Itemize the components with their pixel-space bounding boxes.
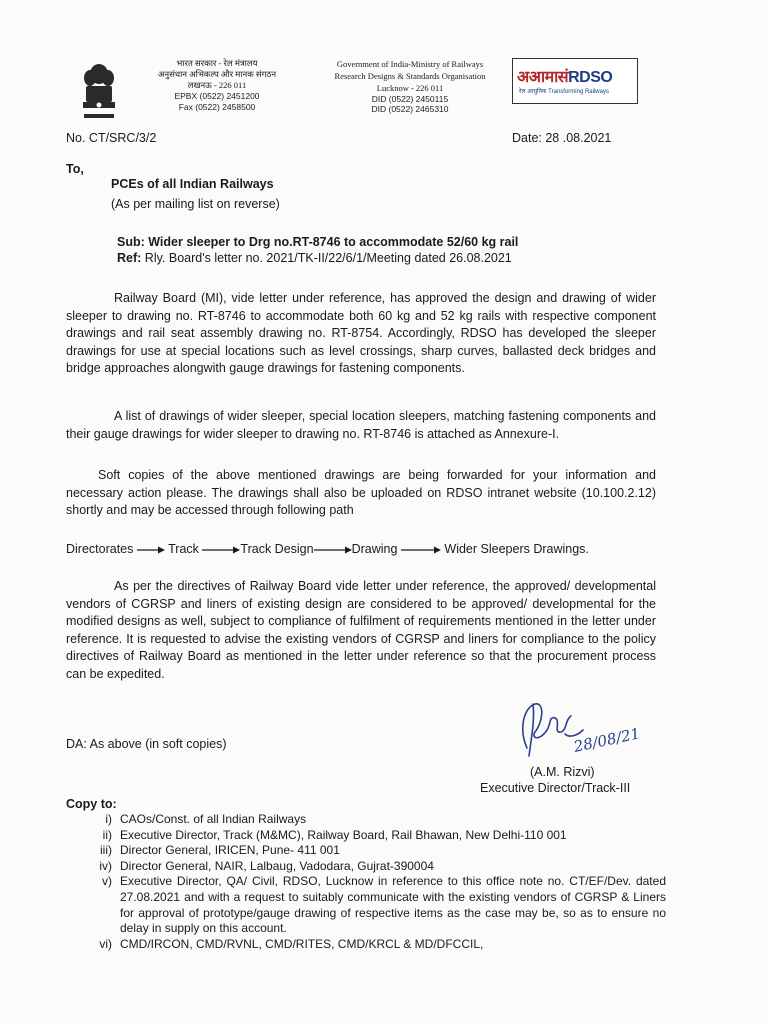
english-line-govt: Government of India-Ministry of Railways (336, 59, 484, 69)
path-step-drawing: Drawing (351, 542, 398, 556)
signature-date: 28/08/21 (572, 724, 642, 756)
did-number-1: DID (0522) 2450115 (371, 94, 449, 104)
rdso-logo (512, 58, 638, 104)
path-step-wider-sleepers: Wider Sleepers Drawings. (444, 542, 589, 556)
logo-wordmark (517, 65, 612, 87)
letterhead-hindi (132, 58, 302, 113)
reference-label: Ref: (117, 251, 142, 265)
list-item (66, 937, 666, 953)
list-number: iii) (100, 843, 112, 858)
arrow-right-icon (314, 545, 352, 555)
reference-text: Rly. Board's letter no. 2021/TK-II/22/6/1/Meeting dated 26.08.2021 (141, 251, 512, 265)
list-text: Executive Director, QA/ Civil, RDSO, Lucknow in reference to this office note no. CT/EF/Dev. dated 27.08.2021 and with a request to suitably communicate with the existing vendors of CGRSP & Liners for approval of prototype/gauge drawing of respective items as the case may be, so as to ensure no delay in supply on this account. (120, 874, 666, 936)
list-number: vi) (99, 936, 112, 951)
list-item (66, 874, 666, 936)
hindi-line-govt: भारत सरकार - रेल मंत्रालय (176, 58, 258, 68)
letterhead-english (310, 58, 510, 114)
list-item (66, 812, 666, 828)
path-step-track-design: Track Design (240, 542, 314, 556)
signatory-name: (A.M. Rizvi) (530, 765, 595, 779)
hindi-line-city: लखनऊ - 226 011 (187, 80, 247, 90)
body-paragraph-3: Soft copies of the above mentioned drawings are being forwarded for your information and necessary action please. The drawings shall also be uploaded on RDSO intranet website (10.100.2.12) shortly and may be accessed through following path (66, 468, 656, 517)
national-emblem-icon (80, 60, 118, 122)
list-text: Director General, NAIR, Lalbaug, Vadodara, Gujrat-390004 (120, 858, 434, 873)
arrow-right-icon (401, 545, 441, 555)
list-number: ii) (102, 827, 112, 842)
list-number: v) (102, 874, 112, 889)
signatory-title: Executive Director/Track-III (480, 781, 631, 795)
addressee-line2: (As per mailing list on reverse) (111, 197, 280, 211)
to-label: To, (66, 162, 84, 176)
logo-hindi: अआमासं (517, 69, 569, 86)
list-item (66, 843, 666, 859)
epbx-number: EPBX (0522) 2451200 (174, 91, 260, 101)
signature-image (505, 690, 655, 765)
english-line-org: Research Designs & Standards Organisation (334, 71, 486, 81)
arrow-right-icon (137, 545, 165, 555)
logo-tagline: रेल आधुनिक Transforming Railways (519, 89, 609, 95)
list-item (66, 828, 666, 844)
subject-line: Sub: Wider sleeper to Drg no.RT-8746 to accommodate 52/60 kg rail (117, 235, 519, 249)
body-paragraph-4: As per the directives of Railway Board vide letter under reference, the approved/ developmental vendors of CGRSP and liners of existing design are considered to be approved/ developmental for the modified designs as well, subject to compliance of fulfilment of requirements mentioned in the letter under reference. It is requested to advise the existing vendors of CGRSP and liners for compliance to the policy directives of Railway Board as mentioned in the letter under reference so that the procurement process can be expedited. (66, 579, 656, 681)
path-step-directorates: Directorates (66, 542, 134, 556)
hindi-line-org: अनुसंधान अभिकल्प और मानक संगठन (157, 69, 277, 79)
list-item (66, 859, 666, 875)
copy-to-list (66, 812, 666, 952)
enclosure-note: DA: As above (in soft copies) (66, 737, 227, 751)
list-number: i) (105, 812, 112, 826)
fax-number: Fax (0522) 2458500 (178, 102, 256, 112)
logo-text: RDSO (568, 69, 613, 86)
list-text: CMD/IRCON, CMD/RVNL, CMD/RITES, CMD/KRCL & MD/DFCCIL, (120, 936, 484, 951)
path-step-track: Track (168, 542, 199, 556)
addressee-line1: PCEs of all Indian Railways (111, 177, 274, 191)
copy-to-heading: Copy to: (66, 797, 117, 811)
body-paragraph-2: A list of drawings of wider sleeper, special location sleepers, matching fastening components and their gauge drawings for wider sleeper to drawing no. RT-8746 is attached as Annexure-I. (66, 409, 656, 441)
letter-date: Date: 28 .08.2021 (512, 131, 612, 145)
reference-number: No. CT/SRC/3/2 (66, 131, 157, 145)
did-number-2: DID (0522) 2465310 (371, 104, 449, 114)
body-paragraph-1: Railway Board (MI), vide letter under reference, has approved the design and drawing of wider sleeper to drawing no. RT-8746 to accommodate both 60 kg and 52 kg rails with respective component drawings and rail seat assembly drawing no. RT-8754. Accordingly, RDSO has developed the sleeper drawings for use at special locations such as level crossings, sharp curves, ballasted deck bridges and bridge approaches alongwith gauge drawings for fastening components. (66, 291, 656, 375)
list-text: CAOs/Const. of all Indian Railways (120, 812, 307, 826)
arrow-right-icon (202, 545, 240, 555)
list-number: iv) (99, 858, 112, 873)
navigation-path (66, 542, 589, 556)
english-line-city: Lucknow - 226 011 (376, 83, 444, 93)
list-text: Executive Director, Track (M&MC), Railway Board, Rail Bhawan, New Delhi-110 001 (120, 827, 567, 842)
reference-line (117, 251, 512, 265)
list-text: Director General, IRICEN, Pune- 411 001 (120, 843, 340, 858)
